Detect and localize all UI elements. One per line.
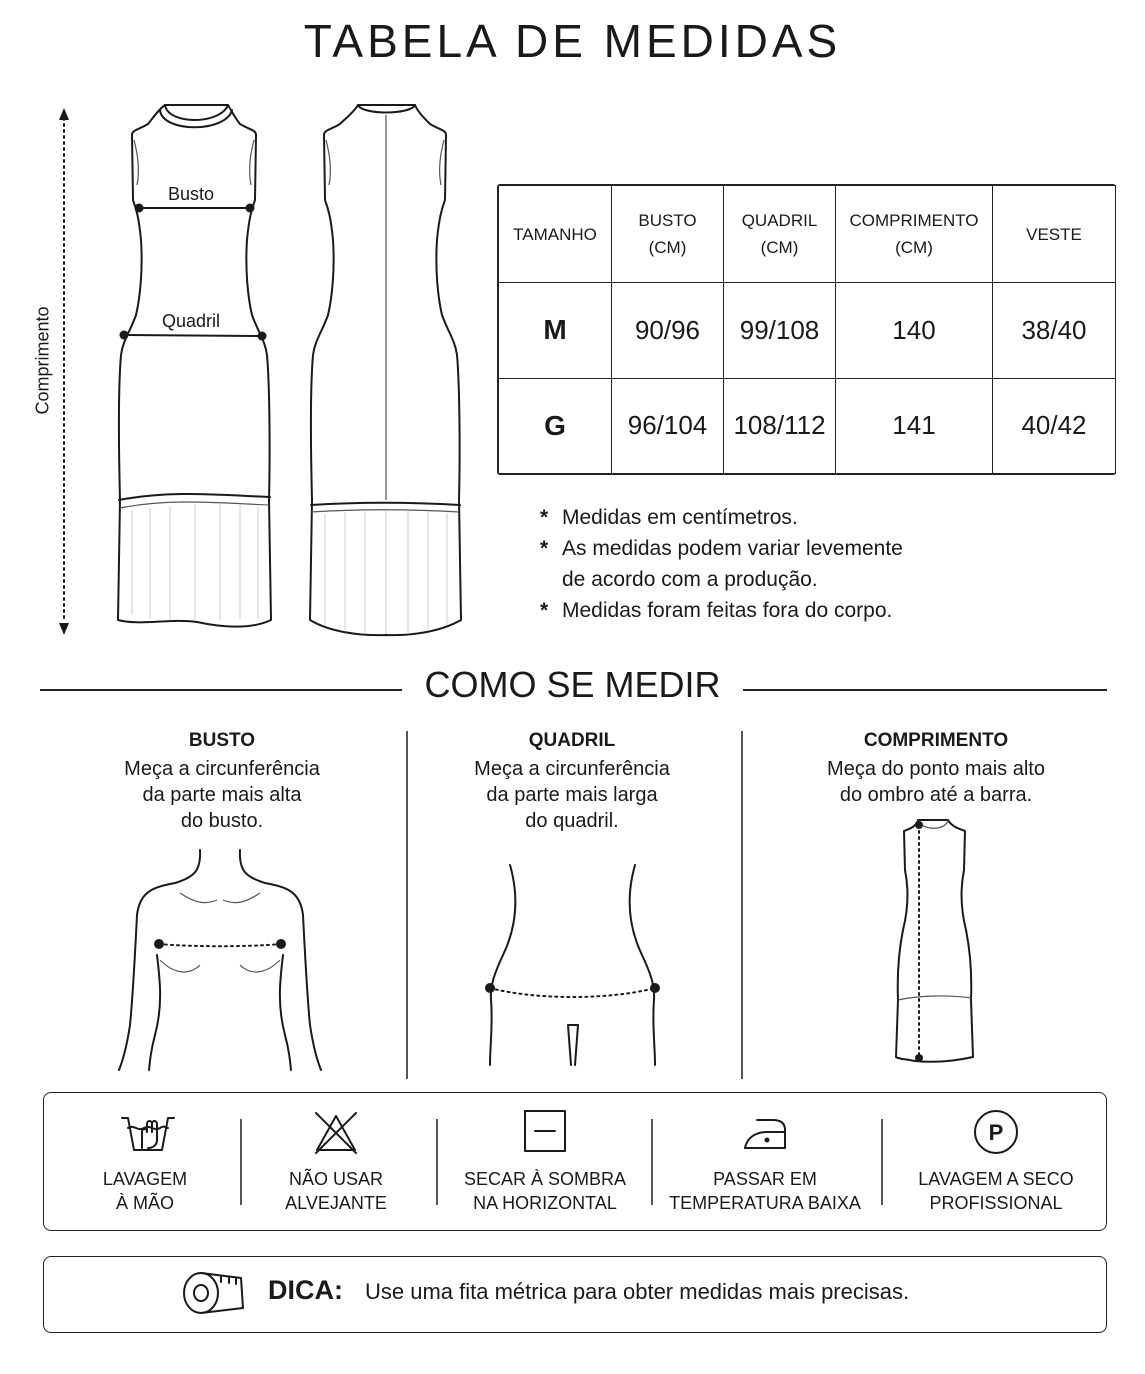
care-label-no-bleach: NÃO USAR ALVEJANTE bbox=[285, 1169, 387, 1213]
length-label: Comprimento bbox=[32, 306, 53, 415]
bust-cell: 96/104 bbox=[612, 378, 724, 474]
care-label-hand-wash: LAVAGEM À MÃO bbox=[102, 1169, 188, 1213]
fits-cell: 40/42 bbox=[993, 378, 1116, 474]
hand-wash-icon bbox=[120, 1110, 176, 1154]
hip-label: Quadril bbox=[162, 311, 221, 331]
length-cell: 141 bbox=[836, 378, 993, 474]
size-cell: G bbox=[499, 378, 612, 474]
tip-text: Use uma fita métrica para obter medidas mais precisas. bbox=[365, 1279, 910, 1304]
dress-back-illustration bbox=[300, 100, 475, 640]
tip-title: DICA: bbox=[268, 1275, 343, 1305]
care-divider bbox=[881, 1119, 883, 1205]
note-2: As medidas podem variar levemente bbox=[562, 537, 903, 560]
note-3: Medidas foram feitas fora do corpo. bbox=[562, 599, 893, 622]
bust-measure-illustration bbox=[105, 845, 335, 1075]
dry-flat-shade-icon bbox=[523, 1109, 567, 1153]
header-length: COMPRIMENTO (CM) bbox=[836, 186, 993, 283]
section-title: COMO SE MEDIR bbox=[424, 664, 721, 705]
note-1: Medidas em centímetros. bbox=[562, 506, 798, 529]
dress-front-illustration bbox=[110, 100, 285, 640]
measuring-tape-icon bbox=[181, 1270, 247, 1316]
size-table bbox=[497, 184, 1116, 475]
care-divider bbox=[240, 1119, 242, 1205]
note-2-continued: de acordo com a produção. bbox=[562, 568, 818, 591]
hip-cell: 108/112 bbox=[724, 378, 836, 474]
care-label-dry-clean: LAVAGEM A SECO PROFISSIONAL bbox=[918, 1169, 1074, 1213]
column-divider bbox=[741, 731, 743, 1079]
hip-cell: 99/108 bbox=[724, 283, 836, 379]
length-measure-illustration bbox=[890, 815, 980, 1070]
table-row bbox=[499, 378, 1116, 474]
care-label-iron-low: PASSAR EM TEMPERATURA BAIXA bbox=[669, 1169, 861, 1213]
column-divider bbox=[406, 731, 408, 1079]
howto-length-desc: Meça do ponto mais alto do ombro até a barra. bbox=[827, 758, 1045, 806]
hip-measure-illustration bbox=[475, 860, 675, 1075]
bust-label: Busto bbox=[168, 184, 215, 204]
bust-cell: 90/96 bbox=[612, 283, 724, 379]
iron-low-icon bbox=[743, 1116, 787, 1152]
table-row bbox=[499, 283, 1116, 379]
no-bleach-icon bbox=[313, 1110, 359, 1154]
fits-cell: 38/40 bbox=[993, 283, 1116, 379]
header-size: TAMANHO bbox=[499, 186, 612, 283]
divider-left bbox=[40, 689, 402, 691]
howto-hip-desc: Meça a circunferência da parte mais larga do quadril. bbox=[474, 758, 670, 832]
care-label-dry-flat-shade: SECAR À SOMBRA NA HORIZONTAL bbox=[463, 1169, 627, 1213]
header-fits: VESTE bbox=[993, 186, 1116, 283]
measurement-notes: * Medidas em centímetros. * As medidas podem variar levemente de acordo com a produção. * Medidas foram feitas fora do corpo. bbox=[540, 502, 903, 626]
size-cell: M bbox=[499, 283, 612, 379]
care-divider bbox=[436, 1119, 438, 1205]
dry-clean-icon bbox=[973, 1109, 1019, 1155]
howto-bust-desc: Meça a circunferência da parte mais alta do busto. bbox=[124, 758, 320, 832]
page-title: TABELA DE MEDIDAS bbox=[303, 15, 842, 67]
table-header-row bbox=[499, 186, 1116, 283]
howto-bust-heading: BUSTO bbox=[188, 730, 256, 751]
howto-hip-heading: QUADRIL bbox=[528, 730, 616, 751]
divider-right bbox=[743, 689, 1107, 691]
svg-text:P: P bbox=[988, 1120, 1004, 1145]
header-bust: BUSTO (CM) bbox=[612, 186, 724, 283]
header-hip: QUADRIL (CM) bbox=[724, 186, 836, 283]
howto-length-heading: COMPRIMENTO bbox=[863, 730, 1009, 751]
length-cell: 140 bbox=[836, 283, 993, 379]
care-divider bbox=[651, 1119, 653, 1205]
